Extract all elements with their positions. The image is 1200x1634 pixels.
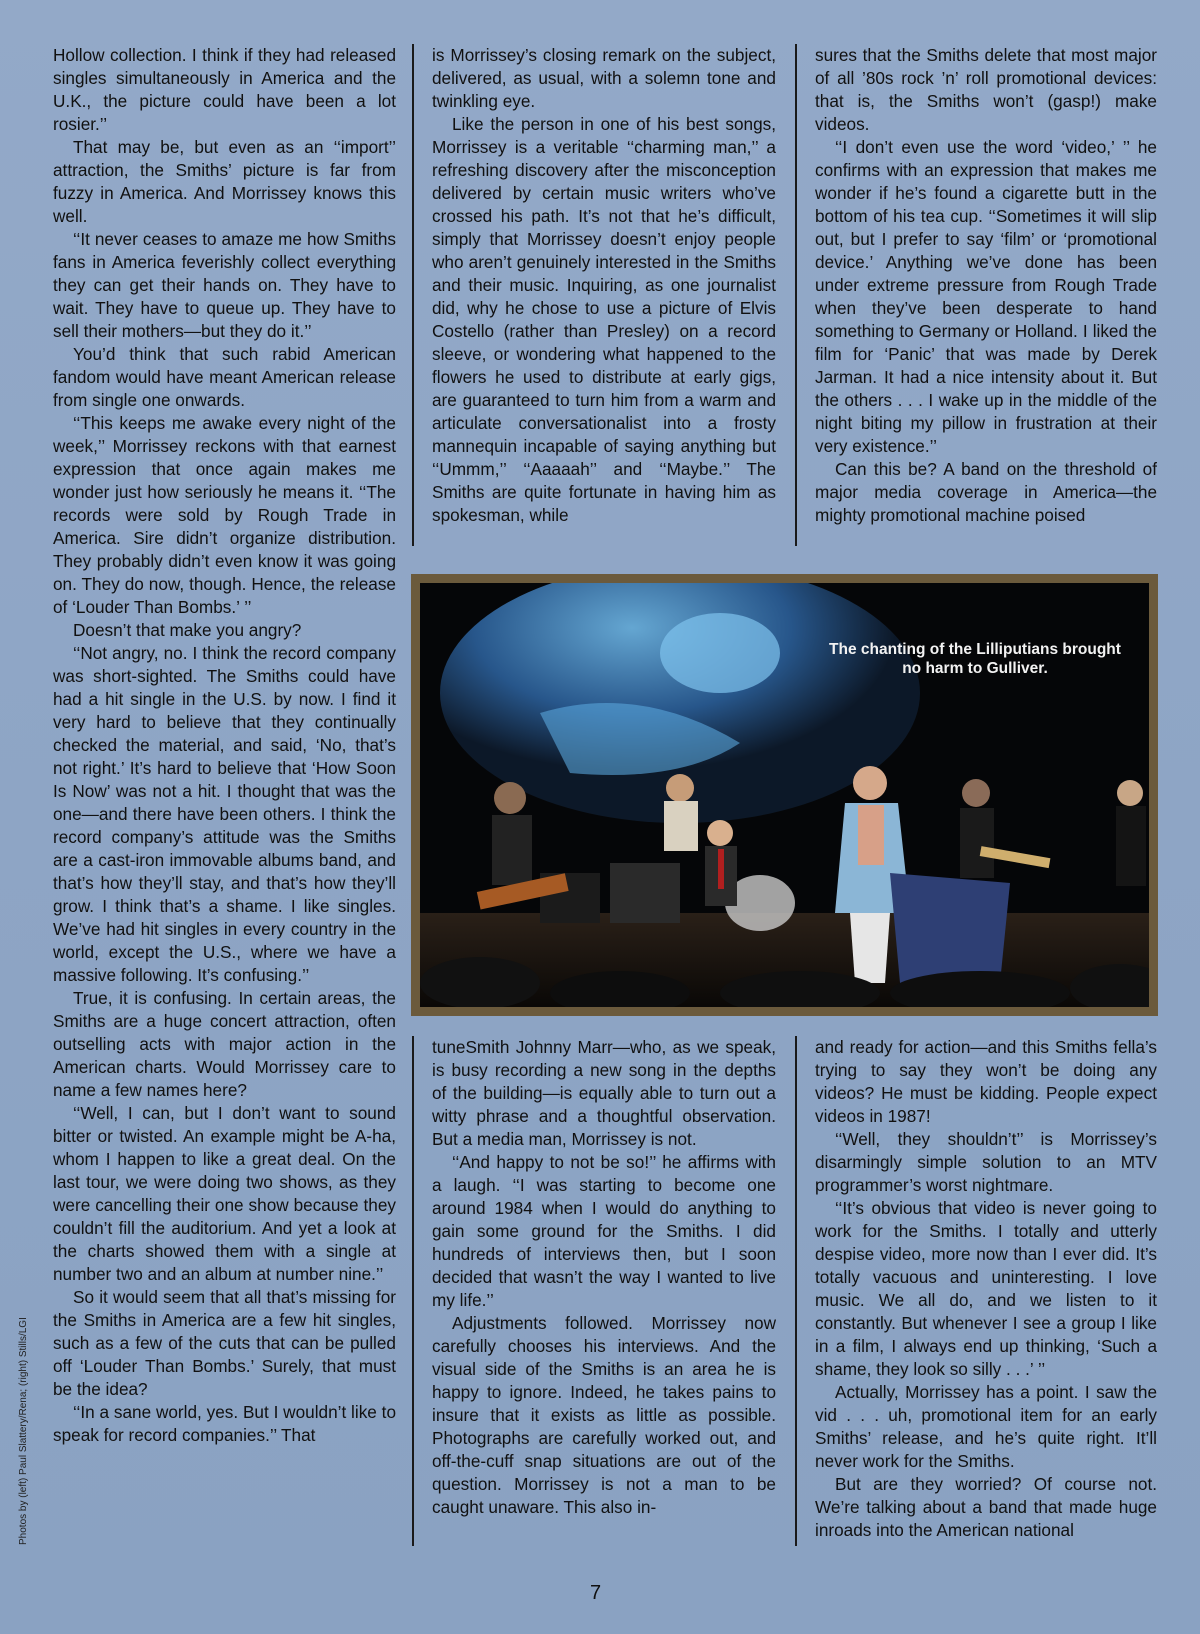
article-column-1 <box>53 44 396 1544</box>
paragraph: Actually, Morrissey has a point. I saw the vid . . . uh, promotional item for an early Smiths’ release, and he’s quite right. It’ll never work for the Smiths. <box>815 1382 1157 1471</box>
paragraph: Hollow collection. I think if they had released singles simultaneously in America and the U.K., the picture could have been a lot rosier.’’ <box>53 45 396 134</box>
photo-credit: Photos by (left) Paul Slattery/Rena; (right) Stills/LGI <box>18 1317 29 1545</box>
paragraph: ‘‘Not angry, no. I think the record company was short-sighted. The Smiths could have had a hit single in the U.S. by now. I find it very hard to believe that they continually checked the material, and said, ‘No, that’s not right.’ It’s hard to believe that ‘How Soon Is Now’ was not a hit. I thought that was the one—and there have been others. I think the record company’s attitude was the Smiths are a cast-iron immovable albums band, and that’s how they’ll stay, and that’s how they’ll grow. I think that’s a shame. I like singles. We’ve had hit singles in every country in the world, except the U.S., where we have a massive following. It’s confusing.’’ <box>53 643 396 985</box>
column-rule <box>412 1036 414 1546</box>
article-column-2-bottom <box>432 1036 776 1546</box>
paragraph: is Morrissey’s closing remark on the subject, delivered, as usual, with a solemn tone and twinkling eye. <box>432 45 776 111</box>
paragraph: That may be, but even as an ‘‘import’’ attraction, the Smiths’ picture is far from fuzzy in America. And Morrissey knows this well. <box>53 137 396 226</box>
paragraph: ‘‘This keeps me awake every night of the week,’’ Morrissey reckons with that earnest expression that once again makes me wonder just how seriously he means it. ‘‘The records were sold by Rough Trade in America. Sire didn’t organize distribution. They probably didn’t even know it was going on. They do now, though. Hence, the release of ‘Louder Than Bombs.’ ’’ <box>53 413 396 617</box>
paragraph: Doesn’t that make you angry? <box>73 620 302 640</box>
paragraph: and ready for action—and this Smiths fella’s trying to say they won’t be doing any videos? He must be kidding. People expect videos in 1987! <box>815 1037 1157 1126</box>
photo-caption: The chanting of the Lilliputians brought no harm to Gulliver. <box>829 641 1121 677</box>
column-rule <box>412 44 414 546</box>
paragraph: True, it is confusing. In certain areas, the Smiths are a huge concert attraction, often outselling acts with major action in the American charts. Would Morrissey care to name a few names here? <box>53 988 396 1100</box>
paragraph: Like the person in one of his best songs, Morrissey is a veritable ‘‘charming man,’’ a refreshing discovery after the misconception delivered by certain music writers who’ve crossed his path. It’s not that he’s difficult, simply that Morrissey doesn’t enjoy people who aren’t genuinely interested in the Smiths and their music. Inquiring, as one journalist did, why he chose to use a picture of Elvis Costello (rather than Presley) on a record sleeve, or wondering what happened to the flowers he used to distribute at early gigs, are guaranteed to turn him from a warm and articulate conversationalist into a frosty mannequin incapable of saying anything but ‘‘Ummm,’’ ‘‘Aaaaah’’ and ‘‘Maybe.’’ The Smiths are quite fortunate in having him as spokesman, while <box>432 114 776 525</box>
page-number: 7 <box>590 1582 602 1604</box>
article-column-3-bottom <box>815 1036 1157 1546</box>
column-rule <box>795 1036 797 1546</box>
paragraph: Adjustments followed. Morrissey now carefully chooses his interviews. And the visual side of the Smiths is an area he is happy to ignore. Indeed, he takes pains to insure that it exists as little as possible. Photographs are carefully worked out, and off-the-cuff snap situations are out of the question. Morrissey is not a man to be caught unaware. This also in- <box>432 1313 776 1517</box>
paragraph: Can this be? A band on the threshold of major media coverage in America—the mighty promotional machine poised <box>815 459 1157 525</box>
paragraph: ‘‘In a sane world, yes. But I wouldn’t like to speak for record companies.’’ That <box>53 1402 396 1445</box>
paragraph: So it would seem that all that’s missing for the Smiths in America are a few hit singles, such as a few of the cuts that can be pulled off ‘Louder Than Bombs.’ Surely, that must be the idea? <box>53 1287 396 1399</box>
paragraph: But are they worried? Of course not. We’re talking about a band that made huge inroads into the American national <box>815 1474 1157 1540</box>
article-column-3-top <box>815 44 1157 554</box>
paragraph: sures that the Smiths delete that most major of all ’80s rock ’n’ roll promotional devices: that is, the Smiths won’t (gasp!) make videos. <box>815 45 1157 134</box>
paragraph: ‘‘And happy to not be so!’’ he affirms with a laugh. ‘‘I was starting to become one around 1984 when I would do anything to gain some ground for the Smiths. I did hundreds of interviews then, but I soon decided that wasn’t the way I wanted to live my life.’’ <box>432 1152 776 1310</box>
paragraph: ‘‘Well, I can, but I don’t want to sound bitter or twisted. An example might be A-ha, whom I happen to like a great deal. On the last tour, we were doing two shows, as they were cancelling their one show because they couldn’t fill the auditorium. And yet a look at the charts showed them with a single at number two and an album at number nine.’’ <box>53 1103 396 1284</box>
column-rule <box>795 44 797 546</box>
paragraph: ‘‘Well, they shouldn’t’’ is Morrissey’s disarmingly simple solution to an MTV programmer’s worst nightmare. <box>815 1129 1157 1195</box>
article-column-2-top <box>432 44 776 554</box>
paragraph: ‘‘It’s obvious that video is never going to work for the Smiths. I totally and utterly despise video, more now than I ever did. It’s totally vacuous and uninteresting. I love music. We all do, and we listen to it constantly. But whenever I see a group I like in a film, I always end up thinking, ‘Such a shame, they look so silly . . .’ ’’ <box>815 1198 1157 1379</box>
paragraph: ‘‘It never ceases to amaze me how Smiths fans in America feverishly collect everything they can get their hands on. They have to wait. They have to queue up. They have to sell their mothers—but they do it.’’ <box>53 229 396 341</box>
paragraph: ‘‘I don’t even use the word ‘video,’ ’’ he confirms with an expression that makes me wonder if he’s found a cigarette butt in the bottom of his tea cup. ‘‘Sometimes it will slip out, but I prefer to say ‘film’ or ‘promotional device.’ Anything we’ve done has been under extreme pressure from Rough Trade when they’ve been desperate to hand something to Germany or Holland. I liked the film for ‘Panic’ that was made by Derek Jarman. It had a nice intensity about it. But the others . . . I wake up in the middle of the night biting my pillow in frustration at their very existence.’’ <box>815 137 1157 456</box>
paragraph: tuneSmith Johnny Marr—who, as we speak, is busy recording a new song in the depths of the building—is equally able to turn out a witty phrase and a thoughtful observation. But a media man, Morrissey is not. <box>432 1037 776 1149</box>
paragraph: You’d think that such rabid American fandom would have meant American release from single one onwards. <box>53 344 396 410</box>
